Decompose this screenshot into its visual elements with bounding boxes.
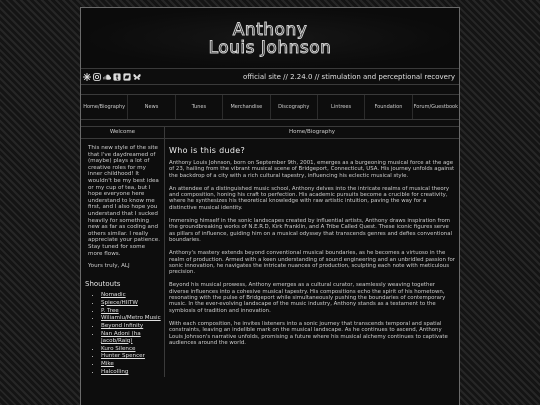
biography-section	[165, 139, 459, 346]
content-columns	[81, 126, 459, 377]
shoutout-link[interactable]: • Kuro Silence	[101, 346, 164, 352]
shoutouts-heading: Shoutouts	[85, 279, 121, 288]
social-strip	[81, 69, 459, 85]
bio-paragraph: With each composition, he invites listeners into a sonic journey that transcends temporal and spatial constraints, leaving an indelible mark on the musical landscape. As he continues to ascend, Anthony Louis Johnson's narrative unfolds, promising a future where his musical alchemy continues to captivate audiences around the world.	[169, 320, 448, 346]
nav-tunes[interactable]: Tunes	[176, 95, 223, 119]
shoutout-link[interactable]: • Nan Adoni (ha Jacob/Raiq)	[101, 331, 164, 344]
snowflake-icon[interactable]	[83, 73, 91, 81]
nav-lintrees[interactable]: Lintrees	[318, 95, 365, 119]
nav-foundation[interactable]: Foundation	[365, 95, 412, 119]
bio-paragraph: Anthony's mastery extends beyond conventional musical boundaries, as he becomes a virtuoso in the realm of production. Armed with a keen understanding of sound engineering and an unbridled passion for sonic innovation, he navigates the intricate nuances of production, sculpting each note with meticulous precision.	[169, 250, 455, 276]
shoutout-link[interactable]: • Nomadic	[101, 292, 164, 298]
main-nav	[81, 94, 459, 120]
nav-discography[interactable]: Discography	[271, 95, 318, 119]
main-content	[165, 126, 459, 377]
shoutout-link[interactable]: • Halcolling	[101, 369, 164, 375]
shoutout-link[interactable]: • P. Tree	[101, 308, 164, 314]
bio-paragraph: Anthony Louis Johnson, born on September 9th, 2001, emerges as a burgeoning musical force at the age of 23, hailing from the vibrant musical scene of Bridgeport, Connecticut, USA. His journey unfolds against the backdrop of a city with a rich cultural tapestry, influencing his eclectic musical style.	[169, 160, 455, 179]
sidebar	[81, 126, 165, 377]
nav-merchandise[interactable]: Merchandise	[223, 95, 270, 119]
bio-paragraph: Immersing himself in the sonic landscapes created by influential artists, Anthony draws inspiration from the groundbreaking works of N.E.R.D, Kirk Franklin, and A Tribe Called Quest. These iconic figures serve as pillars of influence, guiding him on a musical odyssey that transcends genres and defies conventional boundaries.	[169, 218, 452, 243]
shoutout-link[interactable]: • Wiliamlu/Metro Music	[101, 315, 164, 321]
butterfly-icon[interactable]	[133, 73, 141, 81]
shoutouts-list	[81, 292, 164, 376]
instagram-icon[interactable]	[93, 73, 101, 81]
sidebar-heading: Welcome	[81, 126, 164, 139]
nav-news[interactable]: News	[128, 95, 175, 119]
shoutout-link[interactable]: • Mike	[101, 361, 164, 367]
welcome-text	[81, 139, 164, 270]
page-container	[80, 7, 460, 405]
page-title: Who is this dude?	[169, 146, 245, 155]
tumblr-icon[interactable]	[113, 73, 121, 81]
site-title-line2: Louis Johnson	[208, 38, 332, 58]
nav-home-biography[interactable]: Home/Biography	[81, 95, 128, 119]
site-title-line1: Anthony	[232, 20, 308, 40]
shoutout-link[interactable]: • Spiece/HIITW	[101, 300, 164, 306]
bandcamp-icon[interactable]	[123, 73, 131, 81]
main-heading: Home/Biography	[165, 126, 459, 139]
nav-forum-guestbook[interactable]: Forum/Guestbook	[413, 104, 459, 110]
bio-paragraph: Beyond his musical prowess, Anthony emerges as a cultural curator, seamlessly weaving together diverse influences into a cohesive musical tapestry. His compositions echo the spirit of his hometown, resonating with the pulse of Bridgeport while simultaneously pushing the boundaries of contemporary music. In the ever-evolving landscape of the music industry, Anthony stands as a testament to the symbiosis of tradition and innovation.	[169, 282, 446, 314]
site-tagline: official site // 2.24.0 // stimulation and perceptional recovery	[243, 72, 455, 81]
welcome-paragraph: This new style of the site that I've daydreamed of (maybe) plays a lot of creative roles for my inner childhood! It wouldn't be my best idea or my cup of tea, but I hope everyone here understand to know me first, and I also hope you understand that I sucked heavily for something new as far as coding and others similar. I really appreciate your patience. Stay tuned for some more flows.	[88, 145, 160, 257]
shoutout-link[interactable]: • Hunter Spencer	[101, 353, 164, 359]
site-header	[81, 8, 459, 69]
bio-paragraph: An attendee of a distinguished music school, Anthony delves into the intricate realms of musical theory and composition, honing his craft to perfection. His academic pursuits become a crucible for creativity, where he synthesizes his theoretical knowledge with raw artistic intuition, paving the way for a distinctive musical identity.	[169, 185, 450, 211]
welcome-signoff: Yours truly, ALJ	[88, 263, 130, 270]
soundcloud-icon[interactable]	[103, 73, 111, 81]
social-icons	[83, 73, 141, 81]
shoutout-link[interactable]: • Beyond Infinity	[101, 323, 164, 329]
